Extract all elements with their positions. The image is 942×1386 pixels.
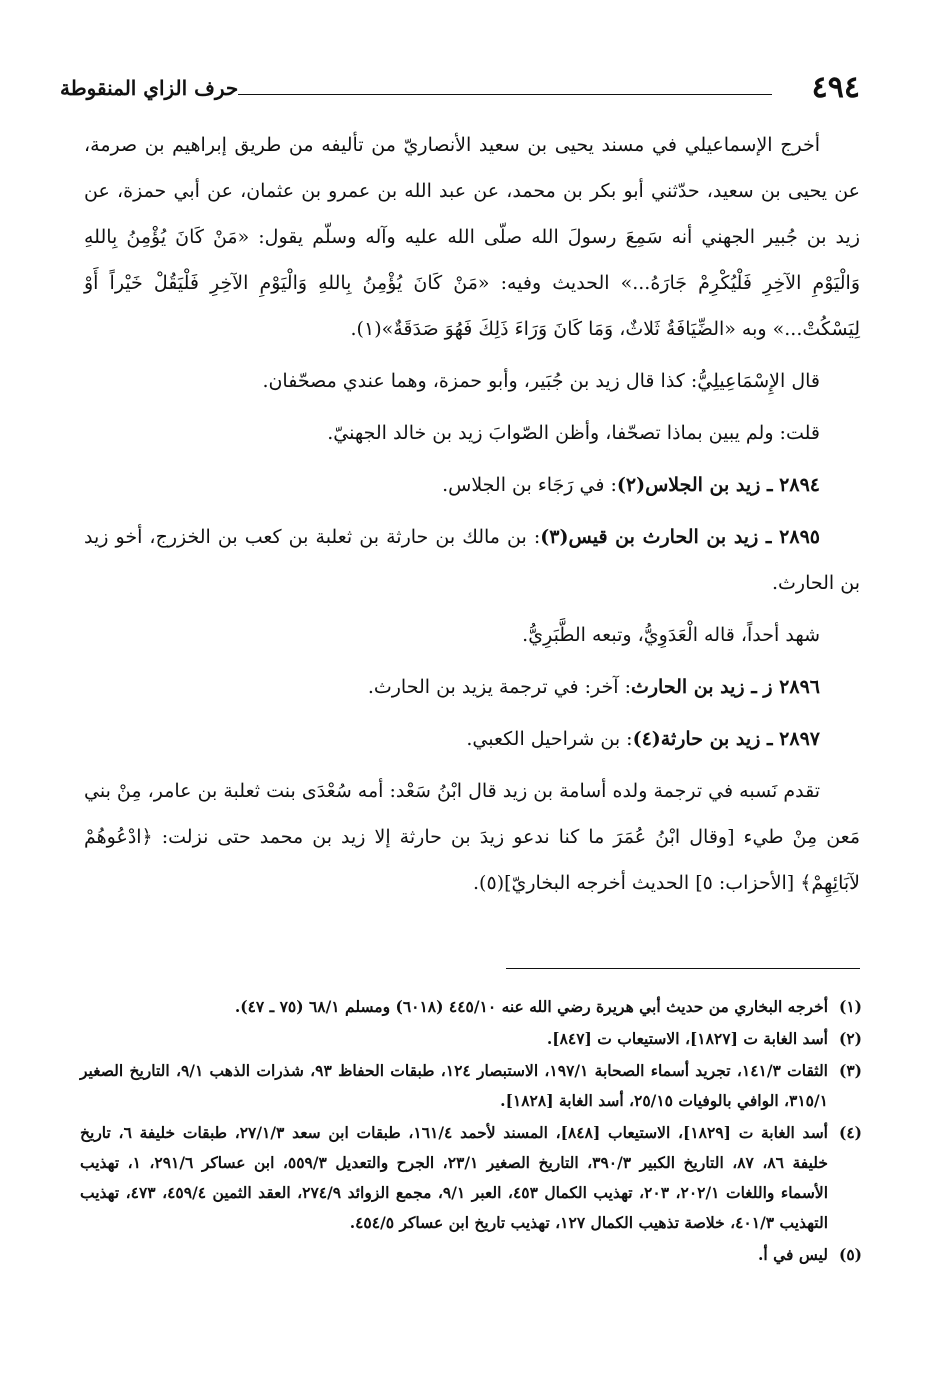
page-header [60,68,860,108]
footnote-number: (٣) [838,1061,862,1080]
footnote-text: أسد الغابة ت [١٨٢٩]، الاستيعاب [٨٤٨]، المسند لأحمد ١٦١/٤، طبقات ابن سعد ٢٧/١/٣، طبقات خليفة ٦، تاريخ خليفة ٨٦، ٨٧، التاريخ الكبير ٣٩٠/٣، التاريخ الصغير ٢٣/١، الجرح والتعديل ٥٥٩/٣، ابن عساكر ٢٩١/٦، ١، تهذيب الأسماء واللغات ٢٠٢/١، ٢٠٣، تهذيب الكمال ٤٥٣، العبر ٩/١، مجمع الزوائد ٢٧٤/٩، العقد الثمين ٤٥٩/٤، ٤٧٣، تهذيب التهذيب ٤٠١/٣، خلاصة تذهيب الكمال ١٢٧، تهذيب تاريخ ابن عساكر ٤٥٤/٥. [80,1123,829,1232]
entry-2894 [84,462,860,508]
footnote-1 [80,992,862,1022]
entry-2895 [84,514,860,606]
footnotes [80,992,862,1272]
footnote-text: الثقات ١٤١/٣، تجريد أسماء الصحابة ١٩٧/١، الاستبصار ١٢٤، طبقات الحفاظ ٩٣، شذرات الذهب ٩/١، التاريخ الصغير ٣١٥/١، الوافي بالوفيات ٢٥/١٥، أسد الغابة [١٨٢٨]. [80,1061,828,1110]
footnote-3 [80,1056,862,1116]
paragraph-shahida: شهد أحداً، قاله الْعَدَوِيُّ، وتبعه الطَّبَرِيُّ. [522,624,820,646]
footnote-5 [80,1240,862,1270]
entry-heading: ٢٨٩٧ ـ زيد بن حارثة(٤) [632,728,820,750]
footnote-number: (٥) [838,1245,862,1264]
footnote-number: (٤) [838,1123,862,1142]
entry-text: : بن مالك بن حارثة بن ثعلبة بن كعب بن الخزرج، أخو زيد بن الحارث. [84,526,860,594]
footnote-number: (٢) [838,1029,862,1048]
running-title: حرف الزاي المنقوطة [60,76,239,100]
entry-2896 [84,664,860,710]
main-text [84,122,860,912]
entry-heading: ٢٨٩٦ ز ـ زيد بن الحارث [630,676,820,698]
entry-text: : بن شراحيل الكعبي. [466,728,633,750]
entry-text: : في رَجَاء بن الجلاس. [442,474,617,496]
footnote-2 [80,1024,862,1054]
footnote-4 [80,1118,862,1238]
paragraph-hadith: أخرج الإسماعيلي في مسند يحيى بن سعيد الأنصاريّ من تأليفه من طريق إبراهيم بن صرمة، عن يحيى بن سعيد، حدّثني أبو بكر بن محمد، عن عبد الله بن عمرو بن عثمان، عن أبي حمزة، عن زيد بن جُبير الجهني أنه سَمِعَ رسولَ الله صلّى الله عليه وآله وسلّم يقول: «مَنْ كَانَ يُؤْمِنُ بِاللهِ وَالْيَوْمِ الآخِرِ فَلْيُكْرِمْ جَارَهُ...» الحديث وفيه: «مَنْ كَانَ يُؤْمِنُ بِاللهِ وَالْيَوْمِ الآخِرِ فَلْيَقُلْ خَيْراً أَوْ لِيَسْكُتْ...» وبه «الضِّيَافَةُ ثَلاثٌ، وَمَا كَانَ وَرَاءَ ذَلِكَ فَهُوَ صَدَقَةٌ»(١). [84,134,860,340]
entry-heading: ٢٨٩٤ ـ زيد بن الجلاس(٢) [616,474,820,496]
entry-text: : آخر: في ترجمة يزيد بن الحارث. [367,676,631,698]
entry-2897 [84,716,860,762]
footnote-text: ليس في أ. [758,1245,828,1264]
paragraph-qultu: قلت: ولم يبين بماذا تصحّفا، وأظن الصّوابَ زيد بن خالد الجهنيّ. [327,422,820,444]
paragraph-ismaili: قال الإِسْمَاعِيلِيُّ: كذا قال زيد بن جُبَير، وأبو حمزة، وهما عندي مصحّفان. [262,370,820,392]
footnote-number: (١) [838,997,862,1016]
paragraph-nasab: تقدم نَسبه في ترجمة ولده أسامة بن زيد قال ابْنُ سَعْد: أمه سُعْدَى بنت ثعلبة بن عامر، مِنْ بني مَعن مِنْ طيء [وقال ابْنُ عُمَرَ ما كنا ندعو زيدَ بن حارثة إلا زيد بن محمد حتى نزلت: ﴿ادْعُوهُمْ لآبَائِهِمْ﴾ [الأحزاب: ٥] الحديث أخرجه البخاريّ](٥). [84,780,860,894]
footnote-rule [506,968,860,969]
entry-heading: ٢٨٩٥ ـ زيد بن الحارث بن قيس(٣) [540,526,820,548]
footnote-text: أسد الغابة ت [١٨٢٧]، الاستيعاب ت [٨٤٧]. [546,1029,828,1048]
footnote-text: أخرجه البخاري من حديث أبي هريرة رضي الله عنه ٤٤٥/١٠ (٦٠١٨) ومسلم ٦٨/١ (٧٥ ـ ٤٧). [234,997,828,1016]
page-number: ٤٩٤ [811,70,860,105]
header-rule [238,94,772,95]
